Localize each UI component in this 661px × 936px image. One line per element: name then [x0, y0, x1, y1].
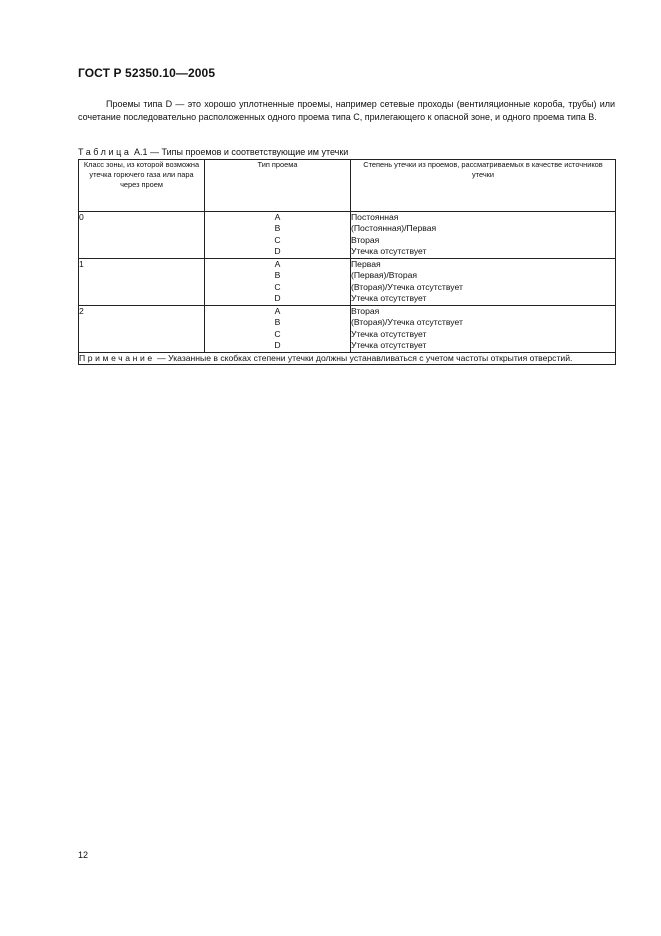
- leak-value: Вторая: [351, 306, 380, 316]
- leak-value: Утечка отсутствует: [351, 246, 427, 257]
- openings-table: [78, 159, 616, 365]
- type-value: D: [274, 246, 281, 257]
- table-note: [79, 353, 616, 365]
- leak-value: (Вторая)/Утечка отсутствует: [351, 317, 463, 328]
- table-header-row: [79, 160, 616, 212]
- page-number: 12: [78, 850, 89, 860]
- leak-value: (Постоянная)/Первая: [351, 223, 437, 234]
- zone-cell: 1: [79, 259, 205, 306]
- type-value: B: [274, 223, 281, 234]
- header-zone-class: Класс зоны, из которой возможна утечка горючего газа или пара через проем: [79, 160, 205, 212]
- type-value: D: [274, 340, 281, 351]
- leak-value: Вторая: [351, 234, 380, 245]
- table-note-row: [79, 353, 616, 365]
- types-cell: [205, 212, 351, 259]
- table-caption: [78, 147, 348, 157]
- table-row: [79, 259, 616, 306]
- type-value: C: [274, 281, 281, 292]
- leak-value: Утечка отсутствует: [351, 340, 427, 351]
- leak-value: Утечка отсутствует: [351, 328, 427, 339]
- types-cell: [205, 306, 351, 353]
- body-paragraph: Проемы типа D — это хорошо уплотненные проемы, например сетевые проходы (вентиляционные короба, трубы) или сочетание последовательно расположенных одного проема типа С, прилегающего к опасной зоне, и одного проема типа В.: [78, 99, 615, 122]
- type-value: A: [274, 212, 281, 222]
- leaks-cell: [351, 306, 616, 353]
- type-value: A: [274, 306, 281, 316]
- note-label: Примечание: [79, 353, 155, 363]
- type-value: A: [274, 259, 281, 269]
- type-value: C: [274, 234, 281, 245]
- header-opening-type: Тип проема: [205, 160, 351, 212]
- zone-cell: 0: [79, 212, 205, 259]
- leak-value: Первая: [351, 259, 381, 269]
- note-text: — Указанные в скобках степени утечки должны устанавливаться с учетом частоты открытия отверстий.: [154, 353, 573, 363]
- type-value: D: [274, 293, 281, 304]
- leaks-cell: [351, 259, 616, 306]
- table-caption-label: Таблица: [78, 147, 132, 157]
- document-header: ГОСТ Р 52350.10—2005: [78, 66, 216, 80]
- header-leak-degree: Степень утечки из проемов, рассматриваемых в качестве источников утечки: [351, 160, 616, 212]
- table-row: [79, 212, 616, 259]
- leaks-cell: [351, 212, 616, 259]
- table-row: [79, 306, 616, 353]
- type-value: B: [274, 317, 281, 328]
- zone-cell: 2: [79, 306, 205, 353]
- type-value: C: [274, 328, 281, 339]
- table-caption-text: А.1 — Типы проемов и соответствующие им утечки: [134, 147, 349, 157]
- leak-value: (Первая)/Вторая: [351, 270, 418, 281]
- leak-value: Утечка отсутствует: [351, 293, 427, 304]
- leak-value: (Вторая)/Утечка отсутствует: [351, 281, 463, 292]
- types-cell: [205, 259, 351, 306]
- leak-value: Постоянная: [351, 212, 399, 222]
- type-value: B: [274, 270, 281, 281]
